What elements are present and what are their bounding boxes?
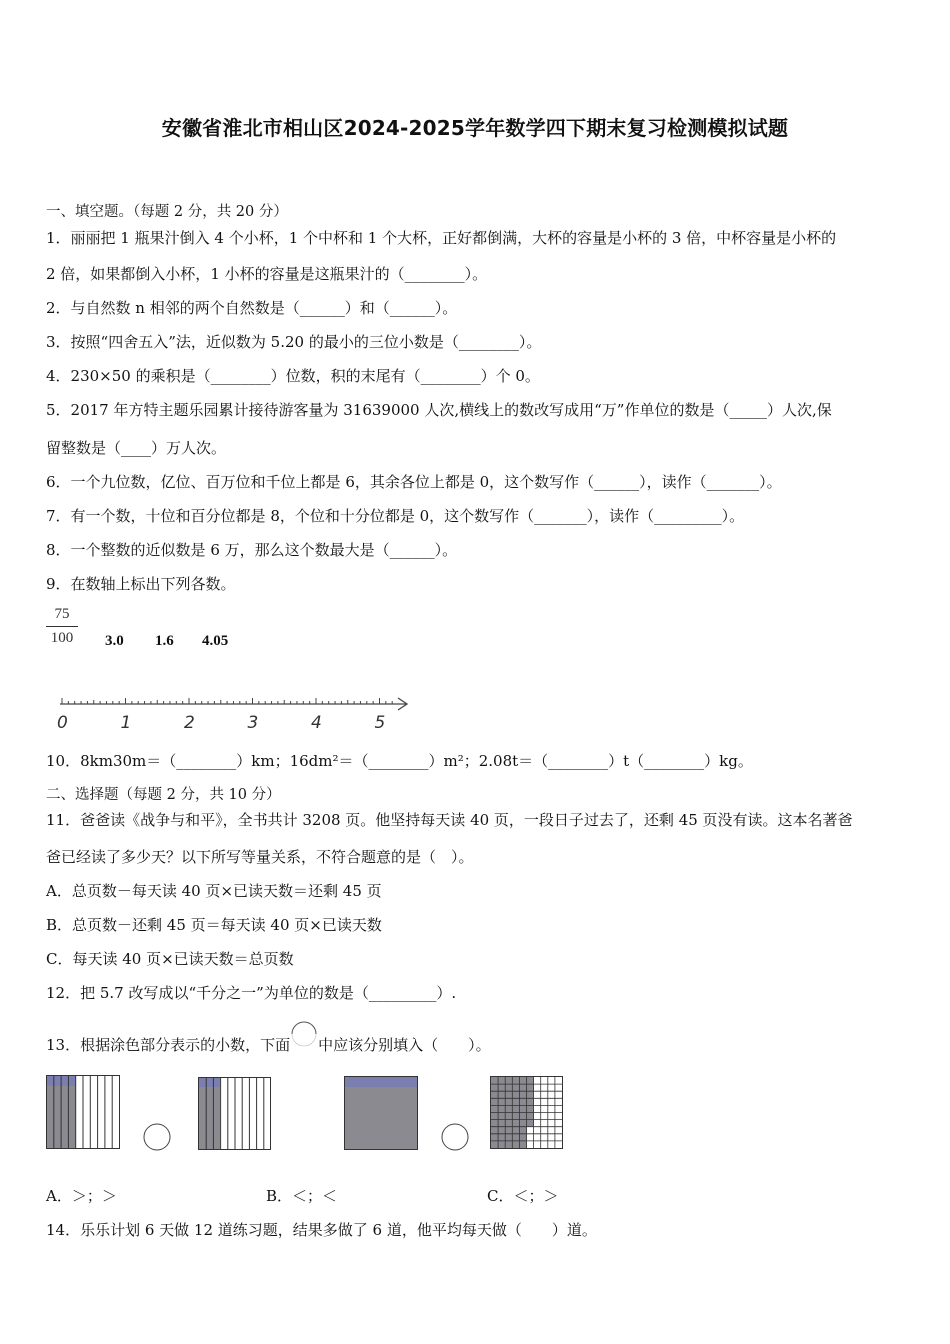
question-1-line-1: 1．丽丽把 1 瓶果汁倒入 4 个小杯，1 个中杯和 1 个大杯，正好都倒满，大杯的容量是小杯的 3 倍，中杯容量是小杯的 xyxy=(46,229,837,247)
question-3: 3．按照“四舍五入”法，近似数为 5.20 的最小的三位小数是（________）。 xyxy=(46,333,542,351)
question-13-option-b: B．＜；＜ xyxy=(266,1187,338,1205)
fraction-bar xyxy=(46,626,78,627)
compare-circle-2 xyxy=(440,1122,470,1152)
number-4-05: 4.05 xyxy=(202,633,229,649)
number-1-6: 1.6 xyxy=(155,633,174,649)
question-10: 10．8km30m＝（________）km；16dm²＝（________）m²；2.08t＝（________）t（________）kg。 xyxy=(46,752,753,770)
number-line-label: 3 xyxy=(247,713,259,733)
question-5-line-2: 留整数是（____）万人次。 xyxy=(46,439,227,457)
question-9: 9．在数轴上标出下列各数。 xyxy=(46,575,236,593)
page-title: 安徽省淮北市相山区2024-2025学年数学四下期末复习检测模拟试题 xyxy=(161,116,789,140)
question-8: 8．一个整数的近似数是 6 万，那么这个数最大是（______）。 xyxy=(46,541,458,559)
shaded-strips-figure-1 xyxy=(46,1075,122,1151)
question-11-line-1: 11．爸爸读《战争与和平》，全书共计 3208 页。他坚持每天读 40 页，一段日子过去了，还剩 45 页没有读。这本名著爸 xyxy=(46,811,853,829)
fraction-75-over-100 xyxy=(46,606,78,647)
question-7: 7．有一个数，十位和百分位都是 8，个位和十分位都是 0，这个数写作（_______），读作（_________）。 xyxy=(46,507,745,525)
shaded-square-figure-3 xyxy=(344,1076,420,1152)
question-4: 4．230×50 的乘积是（________）位数，积的末尾有（________）个 0。 xyxy=(46,367,540,385)
question-13 xyxy=(46,1030,491,1058)
section-heading-choice: 二、选择题（每题 2 分，共 10 分） xyxy=(46,787,281,803)
number-line-label: 0 xyxy=(57,713,68,733)
question-1-line-2: 2 倍，如果都倒入小杯，1 小杯的容量是这瓶果汁的（________）。 xyxy=(46,265,488,283)
question-6: 6．一个九位数，亿位、百万位和千位上都是 6，其余各位上都是 0，这个数写作（______），读作（_______）。 xyxy=(46,473,782,491)
question-11-option-a: A．总页数－每天读 40 页×已读天数＝还剩 45 页 xyxy=(46,882,382,900)
question-14: 14．乐乐计划 6 天做 12 道练习题，结果多做了 6 道，他平均每天做（ ）道。 xyxy=(46,1221,597,1239)
shaded-strips-figure-2 xyxy=(198,1077,274,1153)
fraction-numerator: 75 xyxy=(54,606,70,622)
question-5-line-1: 5．2017 年方特主题乐园累计接待游客量为 31639000 人次,横线上的数改写成用“万”作单位的数是（_____）人次,保 xyxy=(46,401,832,419)
number-line xyxy=(50,690,430,740)
fraction-denominator: 100 xyxy=(50,630,74,646)
question-11-option-b: B．总页数－还剩 45 页＝每天读 40 页×已读天数 xyxy=(46,916,382,934)
question-11-line-2: 爸已经读了多少天？以下所写等量关系，不符合题意的是（ ）。 xyxy=(46,848,474,866)
question-12: 12．把 5.7 改写成以“千分之一”为单位的数是（_________）. xyxy=(46,984,457,1002)
number-line-label: 2 xyxy=(184,713,195,733)
number-line-label: 1 xyxy=(120,713,132,733)
compare-circle-1 xyxy=(142,1122,172,1152)
question-11-option-c: C．每天读 40 页×已读天数＝总页数 xyxy=(46,950,294,968)
question-13-text-before: 13．根据涂色部分表示的小数，下面 xyxy=(46,1036,291,1054)
shaded-grid-figure-4 xyxy=(490,1076,566,1152)
number-line-label: 5 xyxy=(374,713,386,733)
question-13-option-c: C．＜；＞ xyxy=(487,1187,559,1205)
number-line-label: 4 xyxy=(311,713,322,733)
section-heading-fill-blank: 一、填空题。（每题 2 分，共 20 分） xyxy=(46,204,288,220)
question-2: 2．与自然数 n 相邻的两个自然数是（______）和（______）。 xyxy=(46,299,458,317)
number-3-0: 3.0 xyxy=(105,633,124,649)
question-13-option-a: A．＞；＞ xyxy=(46,1187,117,1205)
question-13-text-after: 中应该分别填入（ ）。 xyxy=(318,1036,491,1054)
blank-circle-icon xyxy=(290,1030,318,1058)
